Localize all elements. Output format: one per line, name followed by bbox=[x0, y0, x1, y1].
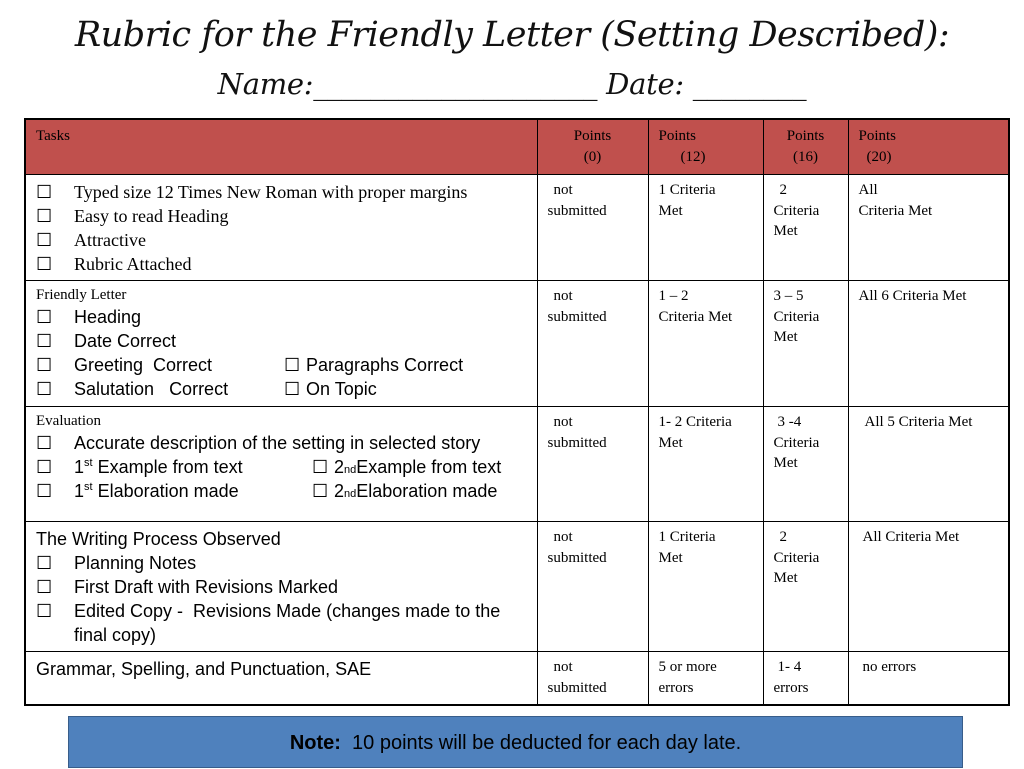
score-cell-0: not submitted bbox=[537, 522, 648, 652]
header-points-20: Points (20) bbox=[848, 119, 1009, 175]
list-item: ☐ Accurate description of the setting in selected story bbox=[36, 433, 481, 453]
checkbox-icon: ☐ bbox=[284, 355, 301, 375]
list-item: ☐ Planning Notes bbox=[36, 553, 197, 573]
score-cell-12: 1- 2 Criteria Met bbox=[648, 407, 763, 522]
task-cell bbox=[25, 652, 537, 705]
task-cell bbox=[25, 175, 537, 281]
task-cell bbox=[25, 281, 537, 407]
checkbox-icon: ☐ bbox=[36, 553, 53, 573]
score-cell-20: no errors bbox=[848, 652, 1009, 705]
list-item: ☐ Date Correct bbox=[36, 331, 177, 351]
table-row bbox=[25, 652, 1009, 705]
task-cell bbox=[25, 522, 537, 652]
page-title: Rubric for the Friendly Letter (Setting Described): bbox=[74, 15, 950, 55]
header-row bbox=[25, 119, 1009, 175]
checkbox-icon: ☐ bbox=[36, 331, 53, 351]
score-cell-20: All Criteria Met bbox=[848, 522, 1009, 652]
list-item: ☐ Attractive bbox=[36, 230, 146, 250]
checkbox-icon: ☐ bbox=[36, 254, 53, 274]
score-cell-16: 2 Criteria Met bbox=[763, 522, 848, 652]
checkbox-icon: ☐ bbox=[36, 206, 53, 226]
table-row bbox=[25, 407, 1009, 522]
header-tasks: Tasks bbox=[25, 119, 537, 175]
list-item: ☐ 1st Elaboration made ☐ 2 nd Elaboration made bbox=[36, 481, 498, 501]
score-cell-12: 5 or more errors bbox=[648, 652, 763, 705]
section-heading: Evaluation bbox=[36, 413, 101, 429]
score-cell-20: All Criteria Met bbox=[848, 175, 1009, 281]
header-points-0: Points (0) bbox=[537, 119, 648, 175]
task-cell bbox=[25, 407, 537, 522]
list-item: ☐ Rubric Attached bbox=[36, 254, 192, 274]
header-points-12: Points (12) bbox=[648, 119, 763, 175]
note-text: 10 points will be deducted for each day late. bbox=[352, 732, 742, 754]
score-cell-0: not submitted bbox=[537, 652, 648, 705]
name-date-line: Name:____________________ Date: ________ bbox=[217, 67, 807, 101]
checkbox-icon: ☐ bbox=[36, 481, 53, 501]
note-label: Note: bbox=[289, 732, 341, 754]
score-cell-16: 3 -4 Criteria Met bbox=[763, 407, 848, 522]
list-item: ☐ First Draft with Revisions Marked bbox=[36, 577, 339, 597]
table-row bbox=[25, 281, 1009, 407]
score-cell-16: 2 Criteria Met bbox=[763, 175, 848, 281]
checkbox-icon: ☐ bbox=[36, 433, 53, 453]
rubric-table bbox=[24, 118, 1010, 706]
checkbox-icon: ☐ bbox=[36, 355, 53, 375]
table-row bbox=[25, 522, 1009, 652]
checkbox-icon: ☐ bbox=[36, 601, 53, 621]
checkbox-icon: ☐ bbox=[36, 379, 53, 399]
checkbox-icon: ☐ bbox=[36, 230, 53, 250]
checkbox-icon: ☐ bbox=[284, 379, 301, 399]
list-item: ☐ Greeting Correct ☐ Paragraphs Correct bbox=[36, 355, 464, 375]
list-item: ☐ Heading bbox=[36, 307, 142, 327]
score-cell-20: All 6 Criteria Met bbox=[848, 281, 1009, 407]
score-cell-12: 1 Criteria Met bbox=[648, 175, 763, 281]
score-cell-0: not submitted bbox=[537, 281, 648, 407]
list-item: ☐ Salutation Correct ☐ On Topic bbox=[36, 379, 377, 399]
section-heading: Grammar, Spelling, and Punctuation, SAE bbox=[36, 659, 372, 679]
section-heading: The Writing Process Observed bbox=[36, 529, 281, 549]
score-cell-20: All 5 Criteria Met bbox=[848, 407, 1009, 522]
list-item: ☐ Edited Copy - Revisions Made (changes made to the final copy) bbox=[36, 601, 506, 645]
score-cell-16: 1- 4 errors bbox=[763, 652, 848, 705]
score-cell-12: 1 Criteria Met bbox=[648, 522, 763, 652]
table-row bbox=[25, 175, 1009, 281]
checkbox-icon: ☐ bbox=[36, 457, 53, 477]
list-item: ☐ Typed size 12 Times New Roman with proper margins bbox=[36, 182, 468, 202]
list-item: ☐ 1st Example from text ☐ 2 nd Example from text bbox=[36, 457, 502, 477]
score-cell-0: not submitted bbox=[537, 407, 648, 522]
checkbox-icon: ☐ bbox=[36, 307, 53, 327]
score-cell-0: not submitted bbox=[537, 175, 648, 281]
section-heading: Friendly Letter bbox=[36, 287, 127, 303]
checkbox-icon: ☐ bbox=[36, 577, 53, 597]
score-cell-16: 3 – 5 Criteria Met bbox=[763, 281, 848, 407]
checkbox-icon: ☐ bbox=[312, 481, 329, 501]
checkbox-icon: ☐ bbox=[36, 182, 53, 202]
late-note-banner bbox=[68, 716, 963, 768]
header-points-16: Points (16) bbox=[763, 119, 848, 175]
checkbox-icon: ☐ bbox=[312, 457, 329, 477]
score-cell-12: 1 – 2 Criteria Met bbox=[648, 281, 763, 407]
list-item: ☐ Easy to read Heading bbox=[36, 206, 229, 226]
